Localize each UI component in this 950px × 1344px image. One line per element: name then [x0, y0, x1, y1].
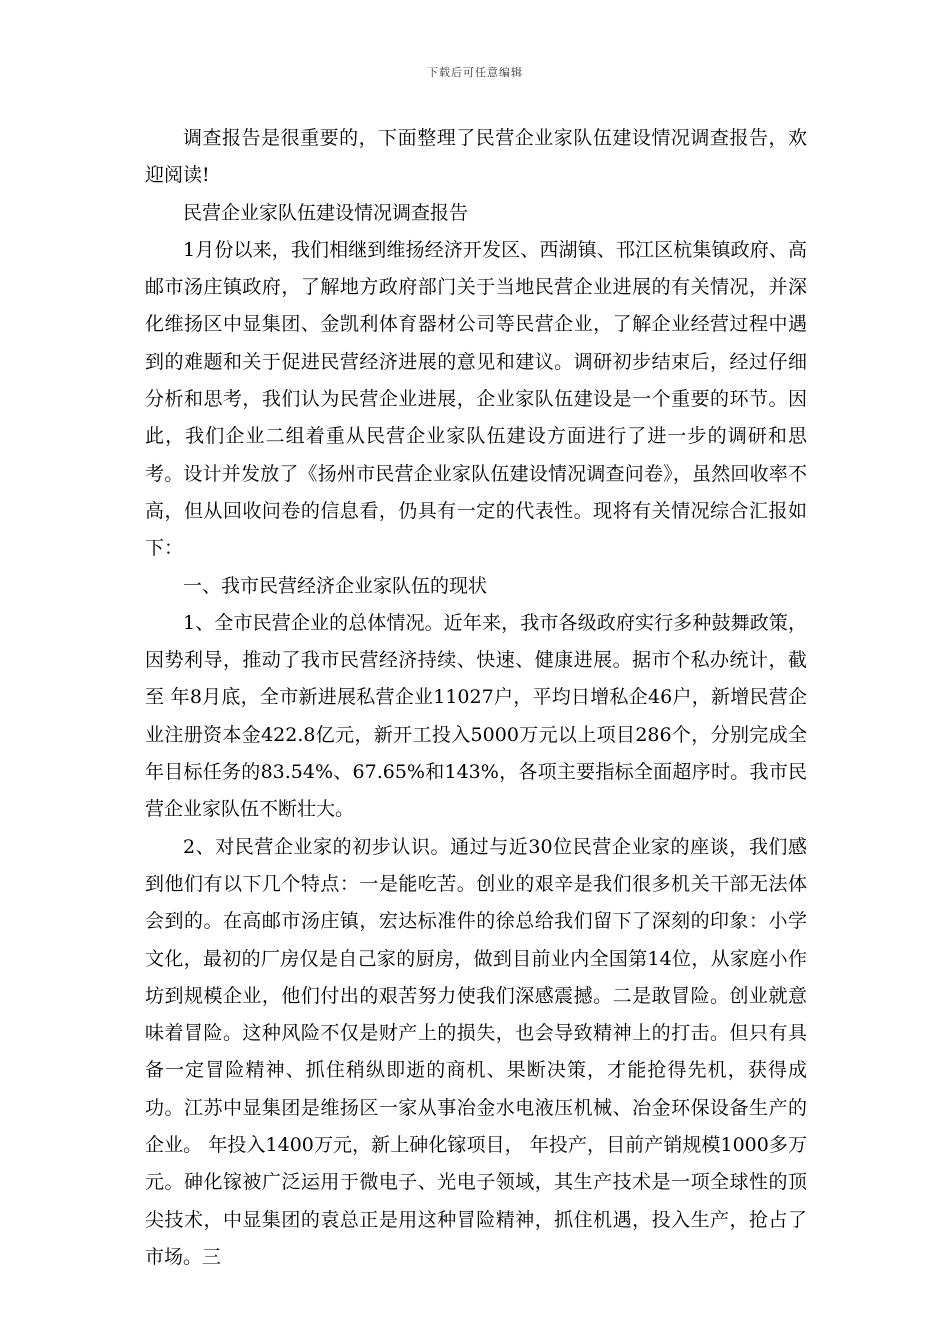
body-paragraph: 1月份以来，我们相继到维扬经济开发区、西湖镇、邗江区杭集镇政府、高邮市汤庄镇政府，了解地方政府部门关于当地民营企业进展的有关情况，并深化维扬区中显集团、金凯利体育器材公司等民营企业，了解企业经营过程中遇到的难题和关于促进民营经济进展的意见和建议。调研初步结束后，经过仔细分析和思考，我们认为民营企业进展，企业家队伍建设是一个重要的环节。因此，我们企业二组着重从民营企业家队伍建设方面进行了进一步的调研和思考。设计并发放了《扬州市民营企业家队伍建设情况调查问卷》，虽然回收率不高，但从回收问卷的信息看，仍具有一定的代表性。现将有关情况综合汇报如下： [145, 238, 807, 560]
header-note: 下载后可任意编辑 [427, 66, 523, 79]
section-heading: 一、我市民营经济企业家队伍的现状 [183, 574, 488, 597]
body-paragraph: 2、对民营企业家的初步认识。通过与近30位民营企业家的座谈，我们感到他们有以下几个特点：一是能吃苦。创业的艰辛是我们很多机关干部无法体会到的。在高邮市汤庄镇，宏达标准件的徐总给我们留下了深刻的印象：小学文化，最初的厂房仅是自己家的厨房，做到目前业内全国第14位，从家庭小作坊到规模企业，他们付出的艰苦努力使我们深感震撼。二是敢冒险。创业就意味着冒险。这种风险不仅是财产上的损失，也会导致精神上的打击。但只有具备一定冒险精神、抓住稍纵即逝的商机、果断决策，才能抢得先机，获得成功。江苏中显集团是维扬区一家从事冶金水电液压机械、冶金环保设备生产的企业。 年投入1400万元，新上砷化镓项目， 年投产，目前产销规模1000多万元。砷化镓被广泛运用于微电子、光电子领域，其生产技术是一项全球性的顶尖技术，中显集团的袁总正是用这种冒险精神，抓住机遇，投入生产，抢占了市场。三 [145, 835, 807, 1268]
report-title: 民营企业家队伍建设情况调查报告 [183, 201, 469, 224]
intro-paragraph: 调查报告是很重要的，下面整理了民营企业家队伍建设情况调查报告，欢迎阅读! [145, 127, 807, 187]
body-paragraph: 1、全市民营企业的总体情况。近年来，我市各级政府实行多种鼓舞政策，因势利导，推动了我市民营经济持续、快速、健康进展。据市个私办统计，截至 年8月底，全市新进展私营企业11027户，平均日增私企46户，新增民营企业注册资本金422.8亿元，新开工投入5000万元以上项目286个，分别完成全年目标任务的83.54%、67.65%和143%，各项主要指标全面超序时。我市民营企业家队伍不断壮大。 [145, 611, 807, 821]
document-body [145, 120, 807, 1276]
